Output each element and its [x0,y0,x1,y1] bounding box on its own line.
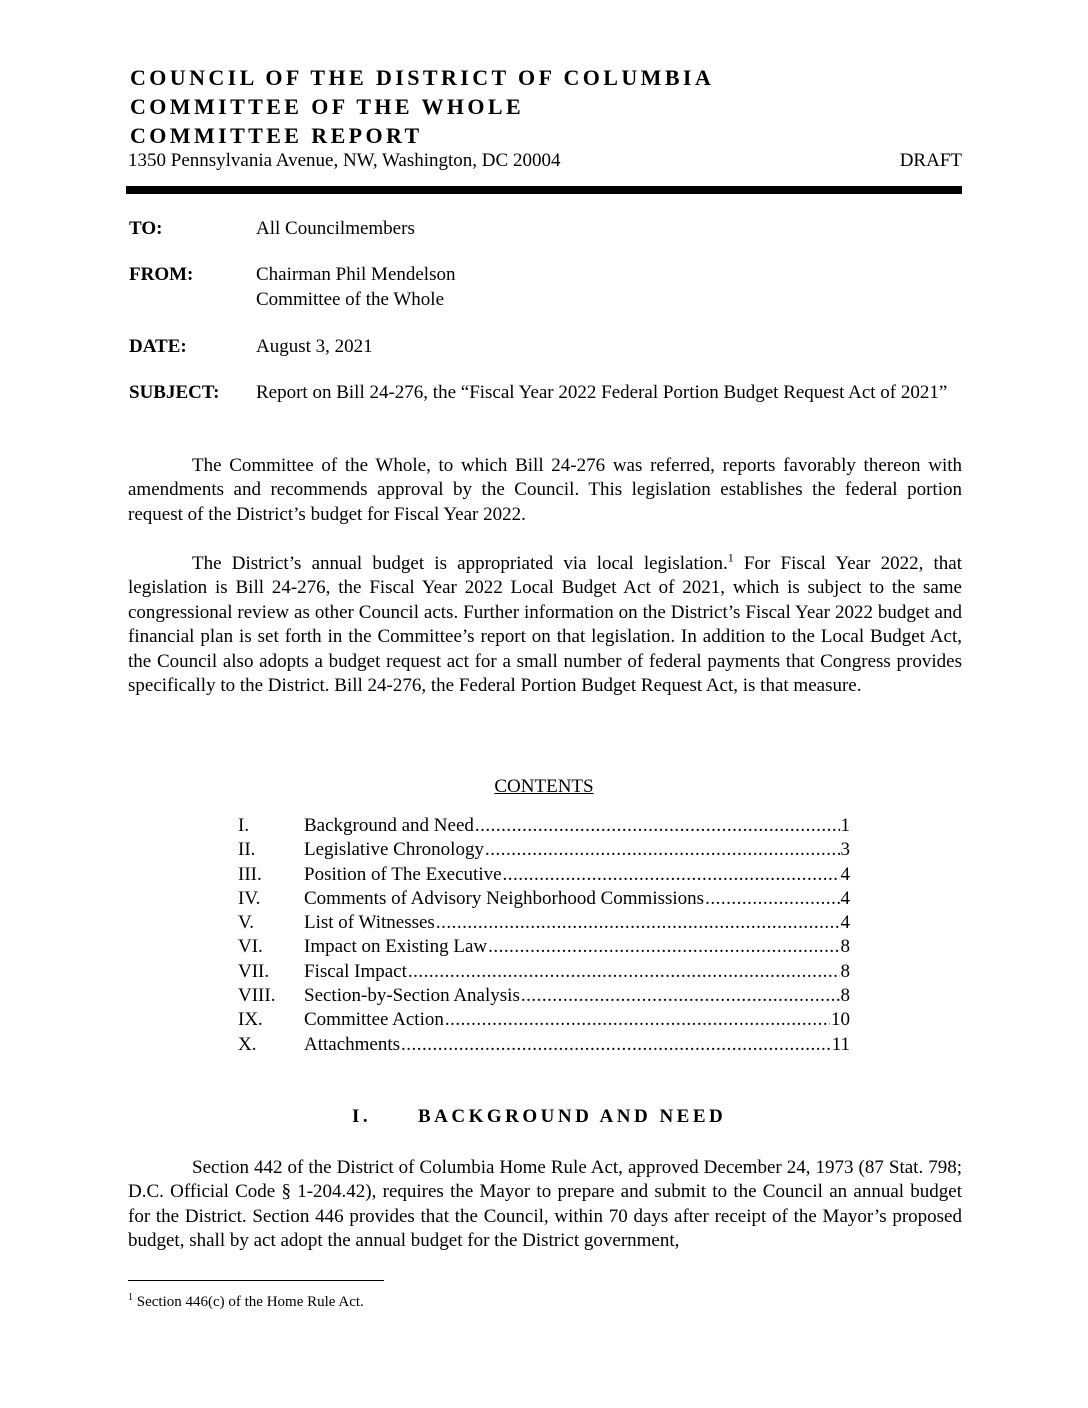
toc-leader [475,814,840,838]
toc-entry[interactable] [238,984,850,1008]
toc-number: VIII. [238,985,276,1007]
toc-page: 8 [840,960,850,982]
toc-title: Attachments [304,1033,401,1055]
budget-paragraph-text-b: For Fiscal Year 2022, that legislation is Bill 24-276, the Fiscal Year 2022 Local Budget Act of 2021, which is subject to the same congressional review as other Council acts. Further information on the District’s Fiscal Year 2022 budget and financial plan is set forth in the Committee’s report on that legislation. In addition to the Local Budget Act, the Council also adopts a budget request act for a small number of federal payments that Congress provides specifically to the District. Bill 24-276, the Federal Portion Budget Request Act, is that measure. [128,553,962,697]
toc-title: Background and Need [304,815,474,836]
toc-entry[interactable] [238,911,850,935]
toc-leader [503,863,840,887]
toc-page: 8 [840,985,850,1007]
toc-leader [401,1033,831,1057]
toc-title: Section-by-Section Analysis [304,985,520,1007]
toc-page: 1 [840,815,850,836]
toc-number: VI. [238,936,263,958]
toc-entry[interactable] [238,814,850,838]
toc-entry[interactable] [238,863,850,887]
toc-entry[interactable] [238,1008,850,1032]
intro-paragraph: The Committee of the Whole, to which Bill 24-276 was referred, reports favorably thereon with amendments and recommends approval by the Council. This legislation establishes the federal portion request of the District’s budget for Fiscal Year 2022. [128,455,962,525]
background-paragraph: Section 442 of the District of Columbia Home Rule Act, approved December 24, 1973 (87 Stat. 798; D.C. Official Code § 1-204.42), requires the Mayor to prepare and submit to the Council an annual budget for the District. Section 446 provides that the Council, within 70 days after receipt of the Mayor’s proposed budget, shall by act adopt the annual budget for the District government, [128,1157,962,1252]
toc-page: 8 [840,936,850,958]
from-label: FROM: [129,264,194,285]
footnote-marker: 1 [128,1292,133,1303]
toc-number: II. [238,839,256,861]
toc-leader [408,960,840,984]
toc-title: Position of The Executive [304,863,502,885]
toc-page: 10 [831,1009,850,1031]
header-rule [126,186,962,194]
from-value-name: Chairman Phil Mendelson [256,264,456,285]
budget-paragraph-text-a: The District’s annual budget is appropriated via local legislation. [192,553,728,574]
toc-number: IV. [238,887,261,909]
toc-leader [485,838,840,862]
toc-leader [705,887,839,911]
toc-entry[interactable] [238,1033,850,1057]
budget-paragraph [128,552,962,698]
header-report-type: COMMITTEE REPORT [130,123,423,148]
toc-entry[interactable] [238,838,850,862]
table-of-contents [238,814,850,1057]
toc-leader [488,935,839,959]
toc-number: IX. [238,1009,263,1031]
toc-page: 11 [831,1033,850,1055]
date-value: August 3, 2021 [256,336,373,357]
toc-entry[interactable] [238,887,850,911]
section-heading [352,1106,726,1128]
toc-title: Committee Action [304,1009,444,1031]
toc-title: List of Witnesses [304,912,435,934]
to-label: TO: [129,218,163,239]
to-value: All Councilmembers [256,218,415,239]
toc-page: 4 [840,912,850,934]
toc-leader [521,984,840,1008]
draft-label: DRAFT [899,150,962,171]
toc-number: X. [238,1033,257,1055]
header-committee: COMMITTEE OF THE WHOLE [130,94,525,119]
toc-number: VII. [238,960,270,982]
section-title: BACKGROUND AND NEED [418,1106,727,1127]
toc-number: V. [238,912,255,934]
toc-title: Comments of Advisory Neighborhood Commissions [304,887,705,909]
footnote [128,1292,364,1311]
toc-number: I. [238,815,250,836]
toc-page: 4 [840,887,850,909]
subject-label: SUBJECT: [129,382,220,403]
footnote-rule [128,1280,384,1281]
toc-entry[interactable] [238,960,850,984]
toc-page: 3 [840,839,850,861]
header-address: 1350 Pennsylvania Avenue, NW, Washington, DC 20004 [128,150,561,171]
from-value-committee: Committee of the Whole [256,289,445,310]
date-label: DATE: [129,336,187,357]
section-number: I. [352,1106,372,1127]
toc-title: Impact on Existing Law [304,936,488,958]
footnote-reference[interactable]: 1 [727,550,734,565]
header-council: COUNCIL OF THE DISTRICT OF COLUMBIA [130,65,715,90]
toc-title: Fiscal Impact [304,960,407,982]
footnote-text: Section 446(c) of the Home Rule Act. [133,1294,364,1310]
toc-page: 4 [840,863,850,885]
toc-leader [445,1008,830,1032]
toc-title: Legislative Chronology [304,839,484,861]
subject-value: Report on Bill 24-276, the “Fiscal Year 2022 Federal Portion Budget Request Act of 2021” [256,382,948,403]
contents-title: CONTENTS [494,776,594,797]
toc-number: III. [238,863,262,885]
toc-leader [436,911,840,935]
toc-entry[interactable] [238,935,850,959]
